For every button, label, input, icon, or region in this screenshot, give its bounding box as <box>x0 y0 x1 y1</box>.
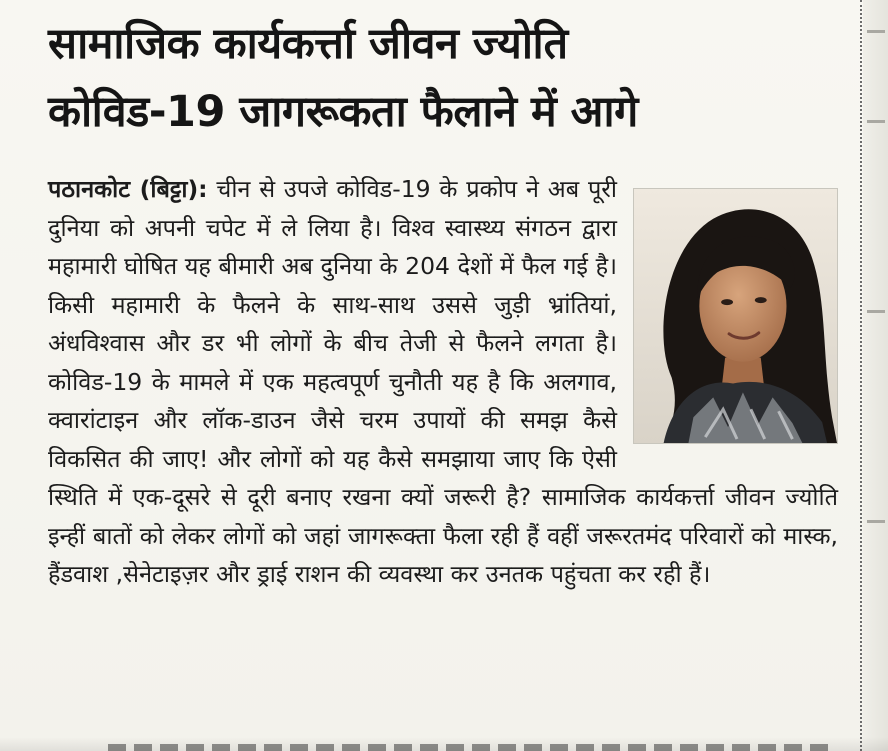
article-body <box>48 170 838 594</box>
headline <box>48 10 828 146</box>
portrait-photo-icon <box>634 189 837 443</box>
headline-line-1: सामाजिक कार्यकर्त्ता जीवन ज्योति <box>48 19 568 69</box>
portrait-photo <box>633 188 838 444</box>
article-body-text: चीन से उपजे कोविड-19 के प्रकोप ने अब पूरी दुनिया को अपनी चपेट में ले लिया है। विश्व स्वास्थ्य संगठन द्वारा महामारी घोषित यह बीमारी अब दुनिया के 204 देशों में फैल गई है। किसी महामारी के फैलने के साथ-साथ उससे जुड़ी भ्रांतियां, अंधविश्वास और डर भी लोगों के बीच तेजी से फैलने लगता है। कोविड-19 के मामले में एक महत्वपूर्ण चुनौती यह है कि अलगाव, क्वारांटाइन और लॉक-डाउन जैसे चरम उपायों की समझ कैसे विकसित की जाए! और लोगों को यह कैसे समझाया जाए कि ऐसी स्थिति में एक-दूसरे से दूरी बनाए रखना क्यों जरूरी है? सामाजिक कार्यकर्त्ता जीवन ज्योति इन्हीं बातों को लेकर लोगों को जहां जागरूक्ता फैला रही हैं वहीं जरूरतमंद परिवारों को मास्क, हैंडवाश ,सेनेटाइज़र और ड्राई राशन की व्यवस्था कर उनतक पहुंचता कर रही हैं। <box>48 175 838 588</box>
column-divider <box>860 0 862 751</box>
dateline: पठानकोट (बिट्टा): <box>48 175 208 203</box>
headline-line-2: कोविड-19 जागरूकता फैलाने में आगे <box>48 87 638 137</box>
adjacent-column-edge <box>863 0 888 751</box>
page-shadow <box>0 737 888 751</box>
